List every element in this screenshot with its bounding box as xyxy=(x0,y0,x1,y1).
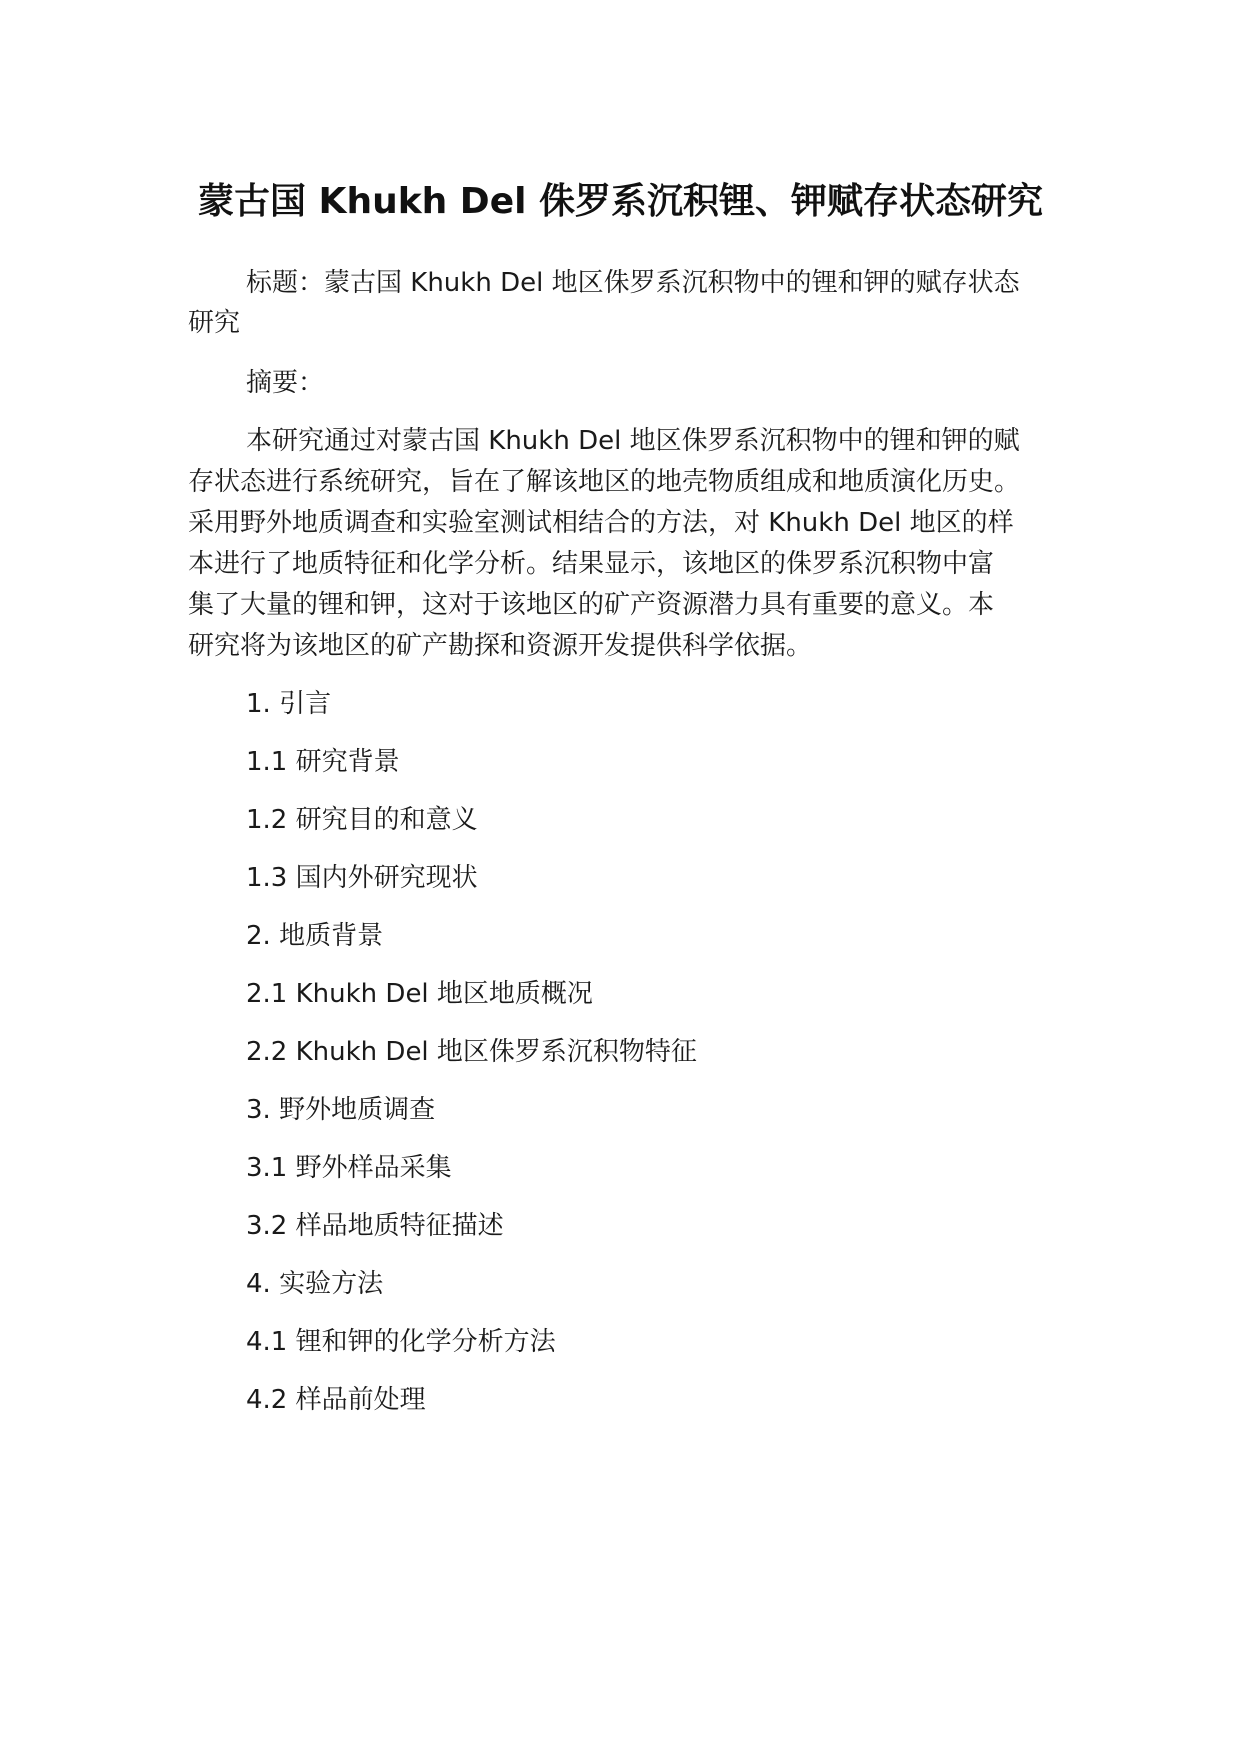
abstract-heading xyxy=(188,360,1068,406)
outline-item: 1. 引言 xyxy=(246,689,332,719)
subtitle-line: 标题：蒙古国 Khukh Del 地区侏罗系沉积物中的锂和钾的赋存状态 xyxy=(246,268,1020,298)
abstract-line: 采用野外地质调查和实验室测试相结合的方法，对 Khukh Del 地区的样 xyxy=(188,508,1014,538)
outline-item: 2. 地质背景 xyxy=(246,921,384,951)
outline-item: 2.1 Khukh Del 地区地质概况 xyxy=(246,979,593,1009)
outline-item: 1.2 研究目的和意义 xyxy=(246,805,478,835)
abstract-paragraph xyxy=(188,418,1068,669)
subtitle-line: 研究 xyxy=(188,308,241,338)
document-title: 蒙古国 Khukh Del 侏罗系沉积锂、钾赋存状态研究 xyxy=(198,181,1043,222)
outline-item: 2.2 Khukh Del 地区侏罗系沉积物特征 xyxy=(246,1037,697,1067)
outline-item: 4.1 锂和钾的化学分析方法 xyxy=(246,1327,556,1357)
abstract-heading-text: 摘要： xyxy=(246,368,325,398)
outline-item: 3.2 样品地质特征描述 xyxy=(246,1211,504,1241)
outline-item: 4. 实验方法 xyxy=(246,1269,384,1299)
outline-item: 3. 野外地质调查 xyxy=(246,1095,436,1125)
outline-item: 1.3 国内外研究现状 xyxy=(246,863,478,893)
subtitle-paragraph xyxy=(188,260,1068,346)
outline-item: 3.1 野外样品采集 xyxy=(246,1153,452,1183)
abstract-line: 本进行了地质特征和化学分析。结果显示，该地区的侏罗系沉积物中富 xyxy=(188,549,995,579)
abstract-line: 存状态进行系统研究，旨在了解该地区的地壳物质组成和地质演化历史。 xyxy=(188,467,1021,497)
abstract-line: 集了大量的锂和钾，这对于该地区的矿产资源潜力具有重要的意义。本 xyxy=(188,590,995,620)
outline-item: 4.2 样品前处理 xyxy=(246,1385,426,1415)
abstract-line: 研究将为该地区的矿产勘探和资源开发提供科学依据。 xyxy=(188,631,813,661)
outline-item: 1.1 研究背景 xyxy=(246,747,400,777)
abstract-line: 本研究通过对蒙古国 Khukh Del 地区侏罗系沉积物中的锂和钾的赋 xyxy=(246,426,1020,456)
